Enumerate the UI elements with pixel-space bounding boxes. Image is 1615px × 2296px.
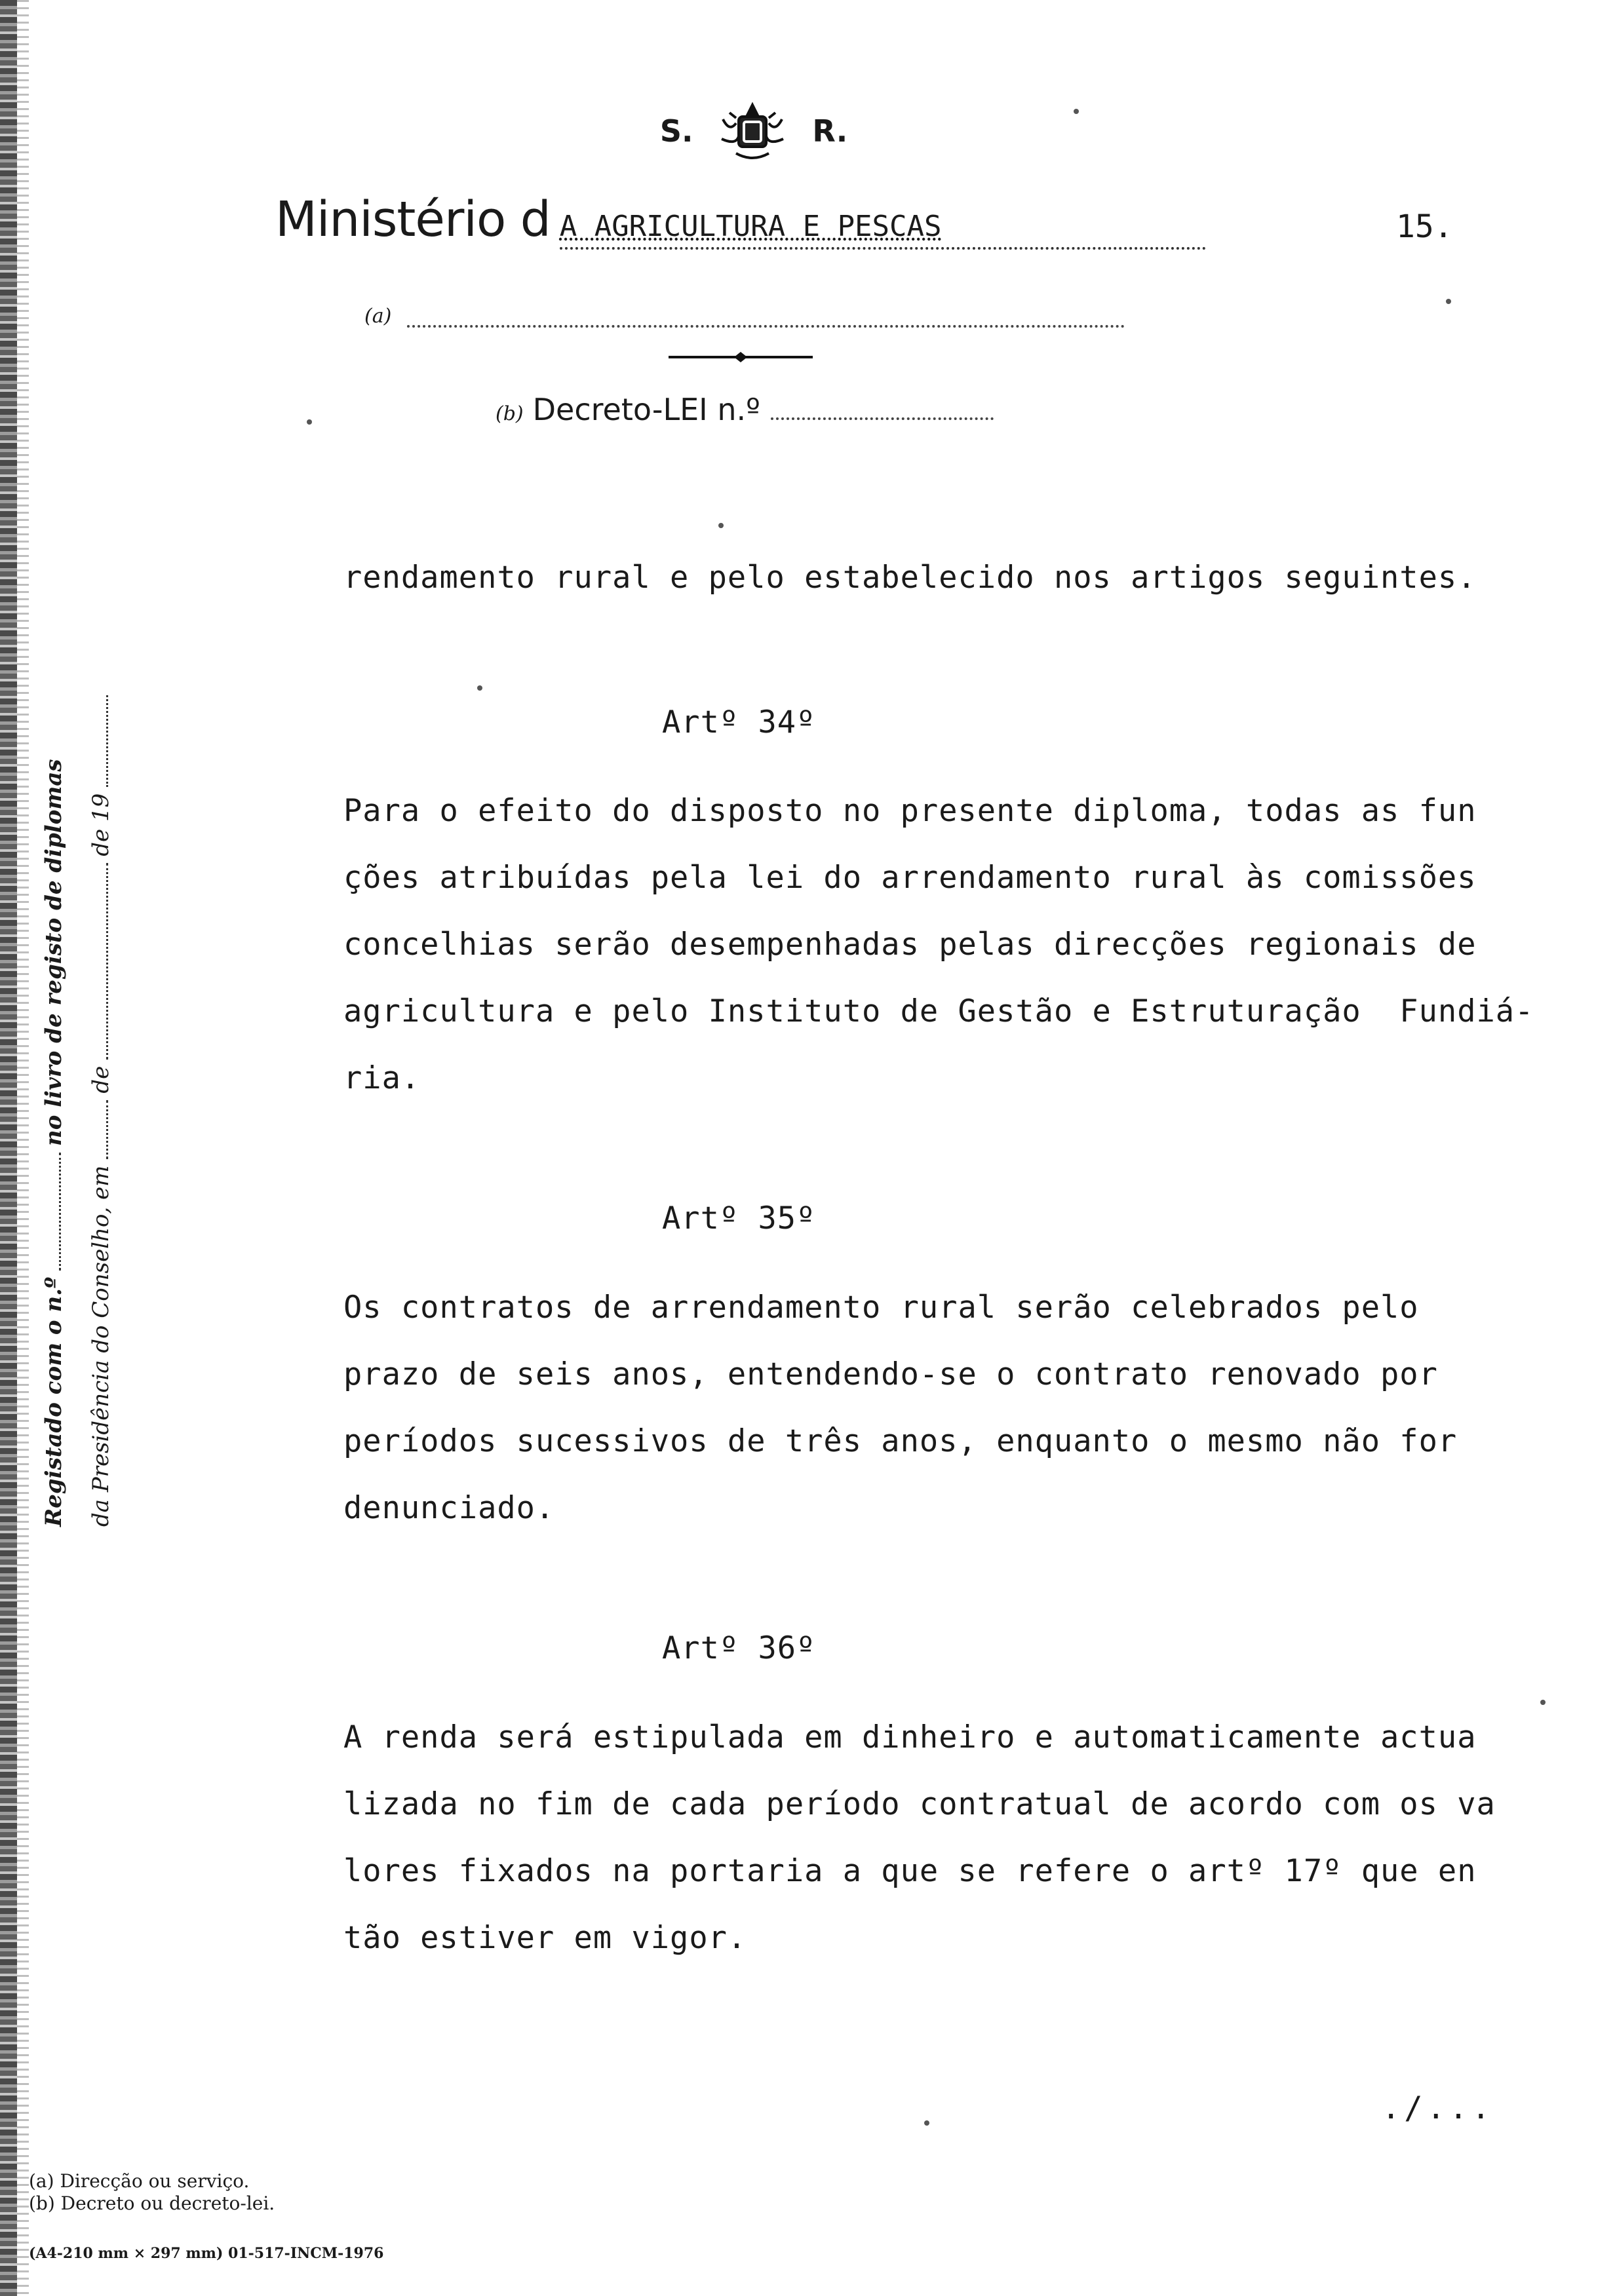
letterhead-sr (616, 98, 891, 164)
ministry-name: A AGRICULTURA E PESCAS (559, 210, 942, 243)
article-34-text (343, 792, 1534, 1126)
presidency-row (88, 609, 135, 1527)
footnote-b: (b) Decreto ou decreto-lei. (29, 2192, 275, 2214)
divider-ornament (669, 347, 813, 367)
paragraph-continuation (343, 558, 1523, 625)
footnote-a: (a) Direcção ou serviço. (29, 2170, 250, 2192)
decree-line (496, 392, 994, 438)
letter-s: S. (659, 113, 693, 149)
text-line: lores fixados na portaria a que se refere o artº 17º que en (343, 1853, 1477, 1889)
coat-of-arms-icon (716, 100, 788, 163)
scan-speck (1446, 299, 1451, 304)
service-field (364, 288, 1125, 328)
ministry-label: Ministério d (275, 191, 551, 248)
text-line: períodos sucessivos de três anos, enquanto o mesmo não for (343, 1423, 1458, 1459)
printer-imprint: (A4-210 mm × 297 mm) 01-517-INCM-1976 (29, 2245, 384, 2262)
registration-row (41, 609, 88, 1527)
text-line: tão estiver em vigor. (343, 1920, 747, 1956)
dotted-line (94, 863, 108, 1060)
text-line: rendamento rural e pelo estabelecido nos artigos seguintes. (343, 560, 1477, 596)
registry-book-label: no livro de registo de diplomas (41, 759, 67, 1146)
dotted-line (407, 312, 1125, 328)
text-line: concelhias serão desempenhadas pelas direcções regionais de (343, 927, 1477, 963)
text-line: Para o efeito do disposto no presente diploma, todas as fun (343, 793, 1477, 829)
scan-speck (924, 2120, 929, 2126)
scan-speck (1074, 109, 1079, 114)
article-heading-36: Artº 36º (662, 1630, 816, 1666)
text-line: prazo de seis anos, entendendo-se o contrato renovado por (343, 1356, 1438, 1392)
scan-speck (307, 419, 312, 425)
scan-speck (1540, 1700, 1546, 1705)
registration-margin (41, 609, 135, 1527)
page-number: 15. (1396, 208, 1453, 245)
text-line: agricultura e pelo Instituto de Gestão e Estruturação Fundiá- (343, 993, 1534, 1029)
dotted-line (771, 404, 994, 420)
continuation-mark: ./... (1382, 2090, 1494, 2126)
article-36-text (343, 1718, 1523, 1985)
scan-binding-shadow (17, 0, 29, 2296)
article-heading-34: Artº 34º (662, 704, 816, 740)
scan-binding-edge (0, 0, 17, 2296)
article-35-text (343, 1288, 1523, 1556)
month-label: de (88, 1065, 114, 1094)
scan-speck (718, 523, 724, 528)
text-line: Os contratos de arrendamento rural serão celebrados pelo (343, 1290, 1419, 1326)
text-line: denunciado. (343, 1490, 555, 1526)
dotted-line (94, 1100, 108, 1159)
ministry-line (275, 191, 1206, 250)
text-line: ções atribuídas pela lei do arrendamento rural às comissões (343, 860, 1477, 896)
registration-label: Registado com o n.º (41, 1276, 67, 1527)
presidency-label: da Presidência do Conselho, em (88, 1165, 114, 1527)
year-label: de 19 (88, 793, 114, 856)
dotted-line (47, 1153, 61, 1271)
decree-type: Decreto-LEI n.º (532, 392, 760, 427)
dotted-line (94, 695, 108, 787)
letter-r: R. (812, 113, 848, 149)
text-line: A renda será estipulada em dinheiro e automaticamente actua (343, 1719, 1477, 1755)
field-b-label: (b) (496, 402, 524, 425)
text-line: lizada no fim de cada período contratual de acordo com os va (343, 1786, 1496, 1822)
field-a-label: (a) (364, 305, 392, 328)
scan-speck (477, 685, 482, 691)
article-heading-35: Artº 35º (662, 1200, 816, 1236)
ministry-name-field (560, 210, 1206, 250)
text-line: ria. (343, 1060, 421, 1096)
footnotes (29, 2170, 275, 2215)
